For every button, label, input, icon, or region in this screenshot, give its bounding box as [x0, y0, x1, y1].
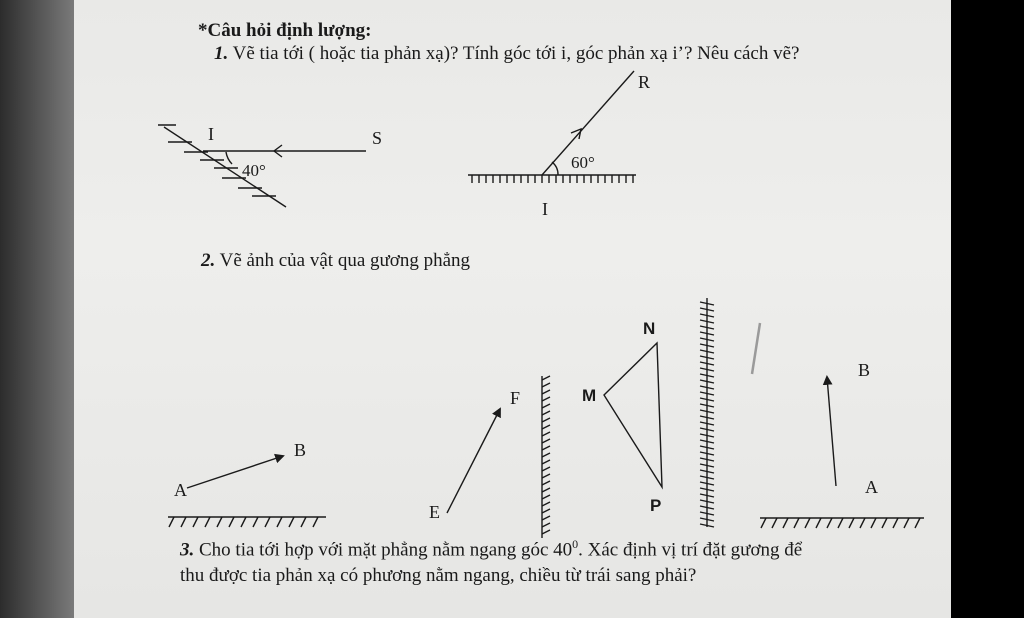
question-3-superscript: 0	[572, 537, 579, 551]
hatch-mark	[761, 518, 766, 528]
hatch-mark	[542, 481, 550, 485]
hatch-mark	[904, 518, 909, 528]
fig2b-label-f: F	[510, 388, 521, 408]
hatch-mark	[915, 518, 920, 528]
mirror-ticks	[761, 518, 920, 528]
hatch-mark	[794, 518, 799, 528]
background-right-edge	[951, 0, 1024, 618]
background-left-edge	[0, 0, 74, 618]
figure-2a-object-ab	[168, 456, 326, 527]
triangle-mnp	[604, 343, 662, 487]
hatch-mark	[772, 518, 777, 528]
hatch-mark	[289, 517, 294, 527]
fig1b-label-r: R	[638, 72, 651, 92]
angle-arc-40	[226, 152, 232, 164]
fig2c-label-n: N	[643, 319, 656, 338]
fig2a-label-b: B	[294, 440, 307, 460]
hatch-mark	[542, 390, 550, 394]
question-1-number: 1.	[214, 43, 229, 64]
hatch-mark	[871, 518, 876, 528]
inclined-mirror-line	[164, 127, 286, 207]
hatch-mark	[838, 518, 843, 528]
hatch-mark	[542, 467, 550, 471]
hatch-mark	[542, 425, 550, 429]
hatch-mark	[860, 518, 865, 528]
hatch-mark	[542, 460, 550, 464]
hatch-mark	[893, 518, 898, 528]
figure-2d-object-ab-vertical	[752, 323, 924, 528]
figure-2b-object-ef	[447, 376, 550, 538]
hatch-mark	[542, 502, 550, 506]
fig2b-label-e: E	[429, 502, 440, 522]
hatch-mark	[542, 411, 550, 415]
hatch-mark	[783, 518, 788, 528]
hatch-mark	[816, 518, 821, 528]
pen-mark	[752, 323, 760, 374]
hatch-mark	[542, 530, 550, 534]
mirror-hatching	[542, 376, 550, 534]
fig1a-angle-label: 40°	[242, 161, 266, 180]
section-heading: *Câu hỏi định lượng:	[198, 20, 372, 41]
hatch-mark	[542, 474, 550, 478]
fig1a-label-i: I	[208, 124, 214, 144]
hatch-mark	[181, 517, 186, 527]
hatch-mark	[542, 376, 550, 380]
hatch-mark	[542, 397, 550, 401]
question-3-text-a: Cho tia tới hợp với mặt phẳng nằm ngang góc 40	[194, 539, 573, 561]
hatch-mark	[882, 518, 887, 528]
question-2-text: Vẽ ảnh của vật qua gương phẳng	[215, 250, 471, 271]
hatch-mark	[827, 518, 832, 528]
hatch-mark	[265, 517, 270, 527]
hatch-mark	[241, 517, 246, 527]
mirror-ticks	[472, 175, 633, 183]
worksheet-page	[74, 0, 951, 618]
hatch-mark	[542, 523, 550, 527]
object-ef-arrow	[447, 409, 500, 513]
hatch-mark	[542, 432, 550, 436]
figures-canvas	[74, 0, 951, 618]
hatch-mark	[542, 383, 550, 387]
hatch-mark	[253, 517, 258, 527]
question-3-number: 3.	[180, 539, 195, 561]
hatch-mark	[313, 517, 318, 527]
fig2a-label-a: A	[174, 480, 187, 500]
hatch-mark	[205, 517, 210, 527]
angle-arc-60	[552, 162, 558, 175]
hatch-mark	[542, 453, 550, 457]
question-1-text: Vẽ tia tới ( hoặc tia phản xạ)? Tính góc tới i, góc phản xạ i’? Nêu cách vẽ?	[228, 43, 800, 64]
fig2d-label-a: A	[865, 477, 878, 497]
hatch-mark	[542, 446, 550, 450]
hatch-mark	[301, 517, 306, 527]
hatch-mark	[849, 518, 854, 528]
hatch-mark	[229, 517, 234, 527]
fig1b-label-i: I	[542, 199, 548, 219]
fig2c-label-m: M	[582, 386, 597, 405]
hatch-mark	[217, 517, 222, 527]
fig2d-label-b: B	[858, 360, 871, 380]
hatch-mark	[277, 517, 282, 527]
hatch-mark	[542, 516, 550, 520]
object-ab-vertical-arrow	[827, 377, 836, 486]
hatch-mark	[169, 517, 174, 527]
question-2-number: 2.	[201, 250, 216, 271]
hatch-mark	[542, 509, 550, 513]
mirror-ticks	[169, 517, 318, 527]
hatch-mark	[542, 404, 550, 408]
hatch-mark	[805, 518, 810, 528]
figure-2c-triangle-mnp	[604, 298, 714, 527]
hatch-mark	[542, 439, 550, 443]
object-ab-arrow	[187, 456, 283, 488]
hatch-mark	[193, 517, 198, 527]
question-3-text-b: . Xác định vị trí đặt gương để	[578, 539, 803, 561]
fig1b-angle-label: 60°	[571, 153, 595, 172]
fig1a-label-s: S	[372, 128, 383, 148]
fig2c-label-p: P	[650, 496, 662, 515]
figure-1b-mirror-ray	[468, 71, 636, 183]
question-3-line-2: thu được tia phản xạ có phương nằm ngang, chiều từ trái sang phải?	[180, 565, 697, 586]
hatch-mark	[542, 495, 550, 499]
hatch-mark	[542, 488, 550, 492]
hatch-mark	[542, 418, 550, 422]
